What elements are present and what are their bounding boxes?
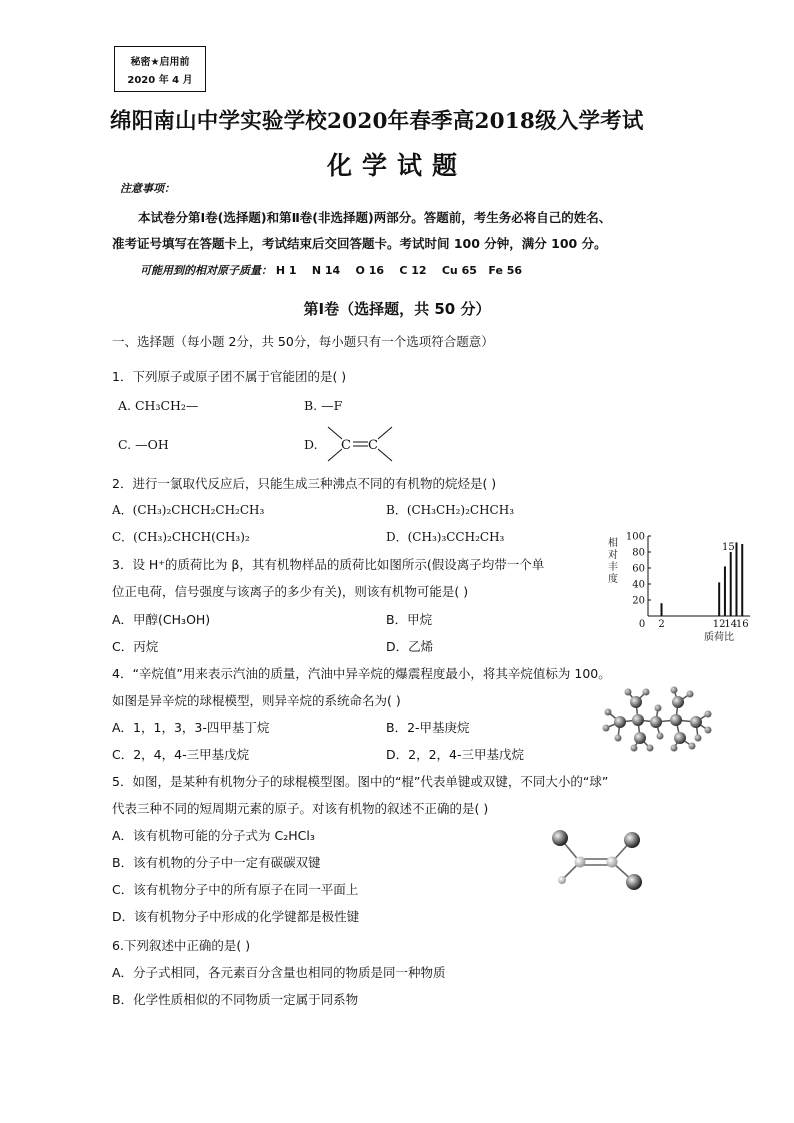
chart-bar: [741, 544, 743, 616]
q5-option-b: B．该有机物的分子中一定有碳碳双键: [112, 855, 321, 870]
confidential-label: 秘密★启用前: [130, 57, 190, 68]
q2-option-c: C．(CH₃)₂CHCH(CH₃)₂: [112, 530, 250, 544]
question-3-stem-1: 3．设 H⁺的质荷比为 β，其有机物样品的质荷比如图所示(假设离子均带一个单: [112, 557, 545, 572]
q2-option-d: D．(CH₃)₃CCH₂CH₃: [386, 530, 505, 544]
chart-bar: [661, 603, 663, 616]
chart-ytick-label: 100: [625, 532, 645, 543]
atomic-mass-values: H 1 N 14 O 16 C 12 Cu 65 Fe 56: [275, 264, 523, 277]
chart-bar: [735, 542, 737, 616]
q1-option-c: C. —OH: [118, 437, 169, 452]
q4-option-b: B．2-甲基庚烷: [386, 720, 470, 735]
question-3-stem-2: 位正电荷，信号强度与该离子的多少有关)，则该有机物可能是( ): [112, 584, 469, 599]
q1-option-b: B. —F: [304, 398, 343, 413]
chart-ytick-label: 20: [632, 595, 645, 607]
exam-title: 绵阳南山中学实验学校2020年春季高2018级入学考试: [110, 109, 644, 134]
chart-ylabel-3: 丰: [608, 562, 618, 573]
mass-spectrum-chart: [604, 532, 754, 644]
chart-xtick-label: 0: [638, 619, 646, 630]
q3-option-d: D．乙烯: [386, 639, 434, 654]
exam-date: 2020 年 4 月: [127, 75, 193, 86]
chart-ylabel-1: 相: [608, 538, 618, 549]
chart-bar: [730, 552, 732, 616]
q6-option-b: B．化学性质相似的不同物质一定属于同系物: [112, 992, 359, 1007]
carbon-atom: [575, 857, 586, 868]
isooctane-ball-stick-model: [598, 684, 718, 754]
atomic-mass-label: 可能用到的相对原子质量：: [140, 264, 272, 277]
q5-option-c: C．该有机物分子中的所有原子在同一平面上: [112, 882, 359, 897]
q3-option-a: A．甲醇(CH₃OH): [112, 612, 211, 627]
question-6-stem: 6.下列叙述中正确的是( ): [112, 938, 251, 953]
q6-option-a: A．分子式相同，各元素百分含量也相同的物质是同一种物质: [112, 965, 446, 980]
carbon-atom: [607, 857, 618, 868]
chart-bar: [724, 566, 726, 616]
chart-xtick-label: 2: [658, 619, 665, 630]
chart-ytick-label: 40: [632, 579, 645, 591]
q3-option-b: B．甲烷: [386, 612, 433, 627]
notice-line-2: 准考证号填写在答题卡上，考试结束后交回答题卡。考试时间 100 分钟，满分 100 分。: [112, 236, 607, 251]
question-4-stem-2: 如图是异辛烷的球棍模型，则异辛烷的系统命名为( ): [112, 693, 401, 708]
confidential-stamp: [114, 46, 206, 92]
chart-xtick-label: 16: [735, 619, 749, 630]
question-2-stem: 2．进行一氯取代反应后，只能生成三种沸点不同的有机物的烷烃是( ): [112, 476, 497, 491]
alkene-carbon-right: C: [368, 438, 378, 453]
atomic-mass-line: [140, 262, 522, 278]
question-4-stem-1: 4．“辛烷值”用来表示汽油的质量，汽油中异辛烷的爆震程度最小，将其辛烷值标为 100。: [112, 666, 611, 681]
q3-option-c: C．丙烷: [112, 639, 159, 654]
section-title: 第Ⅰ卷（选择题，共 50 分）: [303, 300, 491, 318]
chlorine-atom: [624, 832, 640, 848]
chart-xtick-label: 14: [724, 619, 738, 630]
alkene-carbon-left: C: [341, 438, 351, 453]
question-1-stem: 1．下列原子或原子团不属于官能团的是( ): [112, 369, 347, 384]
notice-heading: 注意事项：: [120, 182, 175, 195]
notice-line-1: 本试卷分第Ⅰ卷(选择题)和第Ⅱ卷(非选择题)两部分。答题前，考生务必将自己的姓名、: [138, 210, 612, 225]
hydrogen-atom: [558, 876, 566, 884]
chlorine-atom: [626, 874, 642, 890]
alkene-structure-diagram: [326, 423, 396, 465]
chart-ytick-label: 80: [632, 547, 645, 559]
q5-option-a: A．该有机物可能的分子式为 C₂HCl₃: [112, 828, 315, 843]
chlorine-atom: [552, 830, 568, 846]
q4-option-d: D．2，2，4-三甲基戊烷: [386, 747, 524, 762]
chart-xtick-label: 12: [712, 619, 726, 630]
q5-option-d: D．该有机物分子中形成的化学键都是极性键: [112, 909, 360, 924]
question-5-stem-2: 代表三种不同的短周期元素的原子。对该有机物的叙述不正确的是( ): [112, 801, 489, 816]
exam-subtitle: 化学试题: [326, 151, 467, 180]
q2-option-a: A．(CH₃)₂CHCH₂CH₂CH₃: [112, 503, 265, 517]
question-5-stem-1: 5．如图，是某种有机物分子的球棍模型图。图中的“棍”代表单键或双键，不同大小的“球”: [112, 774, 609, 789]
chart-xlabel: 质荷比: [704, 632, 734, 643]
chart-ytick-label: 60: [632, 563, 645, 575]
q1-option-d: D.: [304, 437, 318, 452]
chart-ylabel-2: 对: [608, 550, 618, 561]
chart-ylabel-4: 度: [608, 574, 618, 585]
section-instruction: 一、选择题（每小题 2分，共 50分，每小题只有一个选项符合题意）: [112, 334, 494, 349]
chart-bar: [718, 582, 720, 616]
chart-annotation: 15: [722, 542, 735, 553]
q2-option-b: B．(CH₃CH₂)₂CHCH₃: [386, 503, 515, 517]
q1-option-a: A. CH₃CH₂—: [118, 398, 199, 413]
q4-option-a: A．1，1，3，3-四甲基丁烷: [112, 720, 270, 735]
q4-option-c: C．2，4，4-三甲基戊烷: [112, 747, 250, 762]
trichloroethylene-ball-stick-model: [544, 824, 654, 896]
